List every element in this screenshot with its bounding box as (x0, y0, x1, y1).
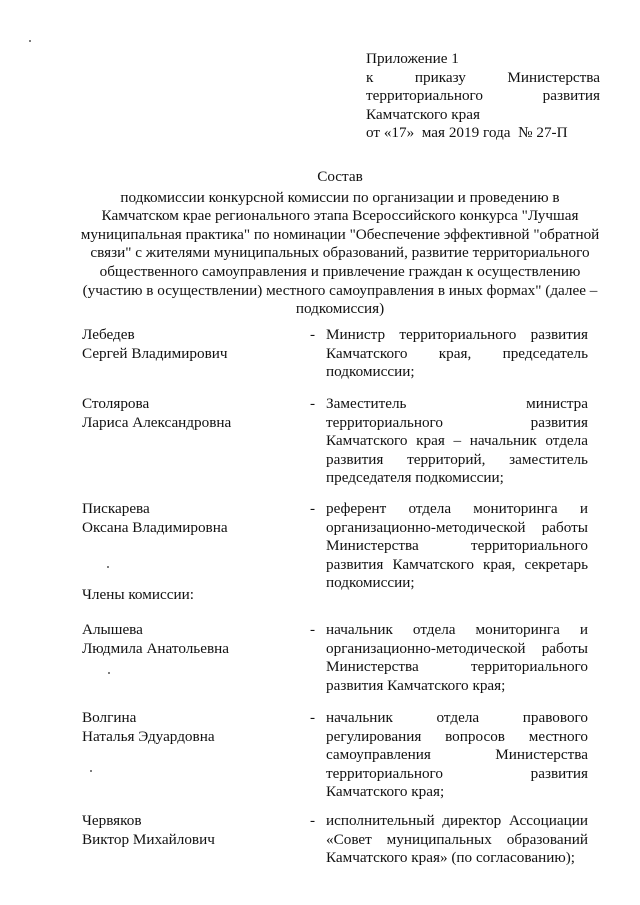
member-given-name: Сергей Владимирович (82, 344, 228, 362)
member-name (82, 621, 302, 658)
appendix-ministry-word: территориального (366, 87, 483, 105)
member-role: начальник отдела правового регулирования вопросов местного самоуправления Министерства территориального развития Камчатского края; (326, 709, 588, 801)
member-name (82, 500, 302, 537)
member-given-name: Оксана Владимировна (82, 518, 228, 536)
members-label: Члены комиссии: (82, 586, 194, 603)
member-dash: - (310, 326, 316, 343)
member-surname: Пискарева (82, 500, 150, 517)
member-dash: - (310, 500, 316, 517)
member-dash: - (310, 621, 316, 638)
member-dash: - (310, 709, 316, 726)
appendix-title: Приложение 1 (366, 50, 459, 67)
member-surname: Червяков (82, 812, 142, 829)
member-dash: - (310, 395, 316, 412)
appendix-date: от «17» мая 2019 года № 27-П (366, 124, 568, 142)
scan-speck (29, 40, 31, 42)
member-role: референт отдела мониторинга и организационно-методической работы Министерства территориального развития Камчатского края, секретарь подкомиссии; (326, 500, 588, 592)
appendix-order-word: к (366, 68, 374, 86)
member-given-name: Виктор Михайлович (82, 830, 215, 848)
appendix-block (366, 50, 600, 143)
member-name (82, 326, 302, 363)
member-surname: Волгина (82, 709, 137, 726)
appendix-order-word: Министерства (507, 68, 601, 86)
member-given-name: Лариса Александровна (82, 413, 232, 431)
appendix-order-word: приказу (414, 68, 466, 86)
member-given-name: Наталья Эдуардовна (82, 727, 215, 745)
member-surname: Столярова (82, 395, 150, 412)
member-role: Министр территориального развития Камчатского края, председатель подкомиссии; (326, 326, 588, 381)
member-surname: Лебедев (82, 326, 135, 343)
member-surname: Алышева (82, 621, 143, 638)
appendix-ministry-line (366, 87, 600, 106)
title-description: подкомиссии конкурсной комиссии по организации и проведению в Камчатском крае регионального этапа Всероссийского конкурса "Лучшая муниципальная практика" по номинации "Обеспечение эффективной "обратной связи" с жителями муниципальных образований, развитие территориального общественного самоуправления и привлечение граждан к осуществлению (участию в осуществлении) местного самоуправления в иных формах" (далее – подкомиссия) (80, 188, 600, 318)
title-heading: Состав (317, 168, 363, 185)
appendix-region: Камчатского края (366, 105, 480, 123)
appendix-order-line (366, 69, 600, 88)
member-name (82, 812, 302, 849)
appendix-ministry-word: развития (542, 87, 600, 105)
member-role: начальник отдела мониторинга и организационно-методической работы Министерства территориального развития Камчатского края; (326, 621, 588, 694)
document-title (80, 168, 600, 319)
scan-speck (107, 566, 109, 568)
member-role: исполнительный директор Ассоциации «Совет муниципальных образований Камчатского края» (по согласованию); (326, 812, 588, 867)
member-given-name: Людмила Анатольевна (82, 639, 230, 657)
scan-speck (90, 770, 92, 772)
member-dash: - (310, 812, 316, 829)
member-name (82, 709, 302, 746)
scan-speck (108, 672, 110, 674)
member-role: Заместитель министра территориального развития Камчатского края – начальник отдела развития территорий, заместитель председателя подкомиссии; (326, 395, 588, 487)
member-name (82, 395, 302, 432)
